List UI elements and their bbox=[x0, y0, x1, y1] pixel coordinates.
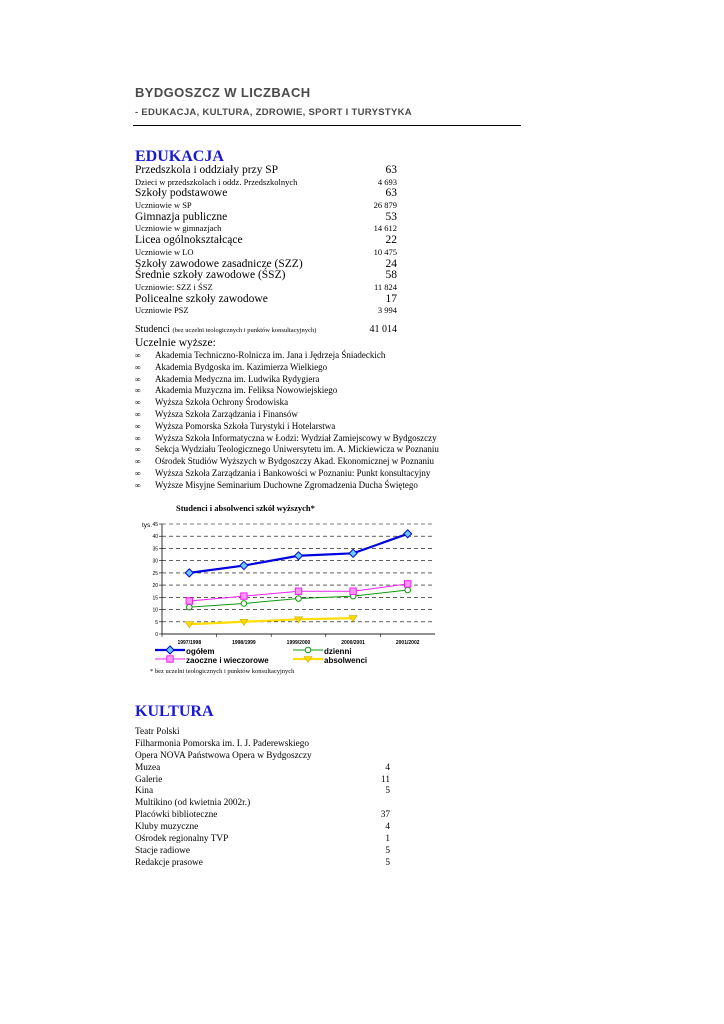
uczelnia-item bbox=[135, 397, 439, 409]
legend-label-zaoczne: zaoczne i wieczorowe bbox=[186, 656, 269, 665]
data-point bbox=[241, 593, 247, 599]
series-line-3 bbox=[189, 618, 353, 624]
row-value: 3 994 bbox=[377, 305, 397, 316]
row-label: Muzea bbox=[135, 762, 161, 773]
edukacja-row bbox=[135, 188, 397, 200]
x-tick-label: 1999/2000 bbox=[286, 640, 311, 646]
studenci-note: (bez uczelni teologicznych i punktów konsultacyjnych) bbox=[172, 327, 317, 334]
row-label: Uczniowie w SP bbox=[135, 200, 192, 211]
row-value: 11 bbox=[381, 774, 390, 785]
studenci-value: 41 014 bbox=[369, 324, 397, 335]
bullet-mark: ∞ bbox=[135, 480, 141, 490]
row-value: 53 bbox=[385, 210, 397, 223]
row-label: Kina bbox=[135, 786, 154, 797]
data-point bbox=[350, 588, 356, 594]
bullet-mark: ∞ bbox=[135, 374, 141, 384]
uczelnia-item bbox=[135, 362, 439, 374]
row-value: 10 475 bbox=[373, 246, 397, 257]
data-point bbox=[241, 601, 247, 607]
bullet-mark: ∞ bbox=[135, 445, 141, 455]
section-title-edukacja: EDUKACJA bbox=[135, 148, 224, 165]
row-value: 5 bbox=[385, 845, 390, 856]
data-point bbox=[186, 598, 192, 604]
y-tick-label: 10 bbox=[152, 607, 158, 614]
edukacja-row bbox=[135, 282, 397, 294]
bullet-mark: ∞ bbox=[135, 468, 141, 478]
students-line-chart bbox=[135, 516, 435, 666]
row-label: Licea ogólnokształcące bbox=[135, 234, 243, 247]
y-tick-label: 15 bbox=[152, 595, 158, 602]
chart-footnote: * bez uczelni teologicznych i punktów konsultacyjnych bbox=[150, 668, 295, 675]
row-label: Filharmonia Pomorska im. I. J. Paderewskiego bbox=[135, 738, 310, 749]
uczelnia-name: Akademia Bydgoska im. Kazimierza Wielkiego bbox=[155, 361, 328, 372]
row-value: 63 bbox=[385, 187, 397, 200]
uczelnia-item bbox=[135, 480, 439, 492]
y-tick-label: 30 bbox=[152, 558, 158, 565]
bullet-mark: ∞ bbox=[135, 433, 141, 443]
uczelnia-name: Wyższa Pomorska Szkoła Turystyki i Hotelarstwa bbox=[155, 420, 336, 431]
row-value: 37 bbox=[380, 810, 390, 821]
kultura-row bbox=[135, 858, 390, 870]
uczelnia-name: Sekcja Wydziału Teologicznego Uniwersytetu im. A. Mickiewicza w Poznaniu bbox=[155, 444, 439, 455]
y-tick-label: 20 bbox=[152, 583, 158, 590]
y-tick-label: 40 bbox=[152, 534, 158, 541]
row-label: Dzieci w przedszkolach i oddz. Przedszkolnych bbox=[135, 176, 298, 187]
legend-marker bbox=[305, 647, 311, 653]
document-title: BYDGOSZCZ W LICZBACH bbox=[135, 85, 311, 100]
uczelnia-item bbox=[135, 433, 439, 445]
y-tick-label: 45 bbox=[152, 522, 158, 528]
x-tick-label: 2001/2002 bbox=[395, 640, 420, 646]
x-tick-label: 1998/1999 bbox=[232, 640, 256, 646]
edukacja-row bbox=[135, 305, 397, 317]
legend-label-absolwenci: absolwenci bbox=[324, 656, 368, 665]
uczelnia-item bbox=[135, 444, 439, 456]
row-label: Uczniowie w gimnazjach bbox=[135, 223, 222, 234]
legend-label-ogolem: ogółem bbox=[186, 647, 215, 656]
row-value: 63 bbox=[385, 164, 397, 176]
data-point bbox=[296, 596, 302, 602]
row-label: Uczniowie: SZZ i ŚSZ bbox=[135, 281, 213, 292]
uczelnia-item bbox=[135, 468, 439, 480]
chart-legend bbox=[155, 645, 385, 667]
data-point bbox=[295, 588, 301, 594]
studenci-row bbox=[135, 324, 397, 335]
row-label: Stacje radiowe bbox=[135, 845, 190, 856]
kultura-row bbox=[135, 810, 390, 822]
row-label: Gimnazja publiczne bbox=[135, 210, 228, 223]
header-rule bbox=[133, 125, 521, 126]
row-value: 4 693 bbox=[377, 176, 397, 187]
row-value: 5 bbox=[385, 786, 390, 797]
row-label: Galerie bbox=[135, 774, 163, 785]
document-subtitle: - EDUKACJA, KULTURA, ZDROWIE, SPORT I TURYSTYKA bbox=[135, 107, 412, 118]
row-value: 17 bbox=[385, 292, 397, 305]
uczelnie-heading: Uczelnie wyższe: bbox=[135, 337, 216, 349]
uczelnia-name: Akademia Muzyczna im. Feliksa Nowowiejskiego bbox=[155, 385, 338, 396]
kultura-row bbox=[135, 834, 390, 846]
section-title-kultura: KULTURA bbox=[135, 703, 214, 720]
uczelnia-name: Akademia Techniczno-Rolnicza im. Jana i Jędrzeja Śniadeckich bbox=[155, 350, 386, 360]
uczelnia-name: Wyższa Szkoła Ochrony Środowiska bbox=[155, 397, 289, 408]
bullet-mark: ∞ bbox=[135, 362, 141, 372]
row-label: Policealne szkoły zawodowe bbox=[135, 292, 268, 305]
edukacja-stats bbox=[135, 165, 397, 317]
edukacja-row bbox=[135, 247, 397, 259]
y-tick-label: 35 bbox=[152, 546, 158, 553]
x-tick-label: 1997/1998 bbox=[177, 640, 202, 646]
row-value: 58 bbox=[385, 269, 397, 282]
studenci-label: Studenci bbox=[135, 324, 170, 335]
row-value: 14 612 bbox=[373, 223, 397, 234]
uczelnia-item bbox=[135, 456, 439, 468]
row-label: Uczniowie w LO bbox=[135, 246, 194, 257]
y-tick-label: 25 bbox=[152, 570, 158, 577]
uczelnia-name: Wyższa Szkoła Zarządzania i Finansów bbox=[155, 408, 298, 419]
uczelnia-item bbox=[135, 385, 439, 397]
bullet-mark: ∞ bbox=[135, 421, 141, 431]
row-label: Szkoły zawodowe zasadnicze (SZZ) bbox=[135, 257, 303, 270]
data-point bbox=[185, 569, 193, 577]
kultura-row bbox=[135, 786, 390, 798]
row-value: 24 bbox=[385, 257, 397, 270]
row-label: Opera NOVA Państwowa Opera w Bydgoszczy bbox=[135, 750, 312, 761]
uczelnie-list bbox=[135, 350, 439, 492]
uczelnia-item bbox=[135, 421, 439, 433]
uczelnia-name: Wyższe Misyjne Seminarium Duchowne Zgromadzenia Ducha Świętego bbox=[155, 479, 418, 490]
row-label: Szkoły podstawowe bbox=[135, 187, 228, 200]
row-value: 22 bbox=[385, 234, 397, 247]
uczelnia-name: Akademia Medyczna im. Ludwika Rydygiera bbox=[155, 373, 320, 384]
data-point bbox=[405, 587, 411, 593]
y-tick-label: 5 bbox=[155, 619, 158, 626]
row-value: 4 bbox=[385, 762, 390, 773]
edukacja-row bbox=[135, 165, 397, 177]
y-axis-label: tys. bbox=[142, 522, 153, 529]
y-tick-label: 0 bbox=[155, 632, 158, 638]
row-label: Kluby muzyczne bbox=[135, 822, 199, 833]
bullet-mark: ∞ bbox=[135, 386, 141, 396]
row-label: Placówki biblioteczne bbox=[135, 810, 218, 821]
bullet-mark: ∞ bbox=[135, 409, 141, 419]
edukacja-row bbox=[135, 200, 397, 212]
row-label: Uczniowie PSZ bbox=[135, 305, 189, 316]
chart-title: Studenci i absolwenci szkół wyższych* bbox=[176, 503, 315, 513]
row-value: 5 bbox=[385, 857, 390, 868]
uczelnia-name: Wyższa Szkoła Informatyczna w Łodzi: Wydział Zamiejscowy w Bydgoszczy bbox=[155, 432, 437, 443]
data-point bbox=[404, 530, 412, 538]
edukacja-row bbox=[135, 212, 397, 224]
uczelnia-name: Wyższa Szkoła Zarządzania i Bankowości w Poznaniu: Punkt konsultacyjny bbox=[155, 467, 431, 478]
uczelnia-item bbox=[135, 409, 439, 421]
bullet-mark: ∞ bbox=[135, 398, 141, 408]
x-tick-label: 2000/2001 bbox=[341, 640, 365, 646]
kultura-row bbox=[135, 798, 390, 810]
kultura-row bbox=[135, 822, 390, 834]
data-point bbox=[187, 604, 193, 610]
bullet-mark: ∞ bbox=[135, 351, 141, 360]
row-value: 4 bbox=[385, 822, 390, 833]
kultura-stats bbox=[135, 727, 390, 870]
legend-label-dzienni: dzienni bbox=[324, 647, 352, 656]
row-label: Teatr Polski bbox=[135, 727, 180, 737]
uczelnia-item bbox=[135, 350, 439, 362]
row-value: 11 824 bbox=[373, 281, 397, 292]
row-label: Multikino (od kwietnia 2002r.) bbox=[135, 798, 251, 809]
legend-marker bbox=[167, 656, 173, 662]
kultura-row bbox=[135, 727, 390, 739]
uczelnia-item bbox=[135, 374, 439, 386]
row-label: Redakcje prasowe bbox=[135, 857, 203, 868]
data-point bbox=[405, 581, 411, 587]
kultura-row bbox=[135, 751, 390, 763]
kultura-row bbox=[135, 763, 390, 775]
kultura-row bbox=[135, 846, 390, 858]
data-point bbox=[349, 549, 357, 557]
edukacja-row bbox=[135, 270, 397, 282]
edukacja-row bbox=[135, 235, 397, 247]
bullet-mark: ∞ bbox=[135, 457, 141, 467]
row-value: 1 bbox=[385, 834, 390, 845]
row-label: Ośrodek regionalny TVP bbox=[135, 834, 229, 845]
legend-marker bbox=[166, 646, 174, 654]
data-point bbox=[295, 552, 303, 560]
uczelnia-name: Ośrodek Studiów Wyższych w Bydgoszczy Akad. Ekonomicznej w Poznaniu bbox=[155, 456, 434, 467]
data-point bbox=[240, 562, 248, 570]
kultura-row bbox=[135, 775, 390, 787]
kultura-row bbox=[135, 739, 390, 751]
studenci-label-wrap bbox=[135, 324, 316, 335]
row-value: 26 879 bbox=[373, 200, 397, 211]
row-label: Średnie szkoły zawodowe (ŚSZ) bbox=[135, 269, 286, 282]
edukacja-row bbox=[135, 294, 397, 306]
row-label: Przedszkola i oddziały przy SP bbox=[135, 164, 279, 176]
